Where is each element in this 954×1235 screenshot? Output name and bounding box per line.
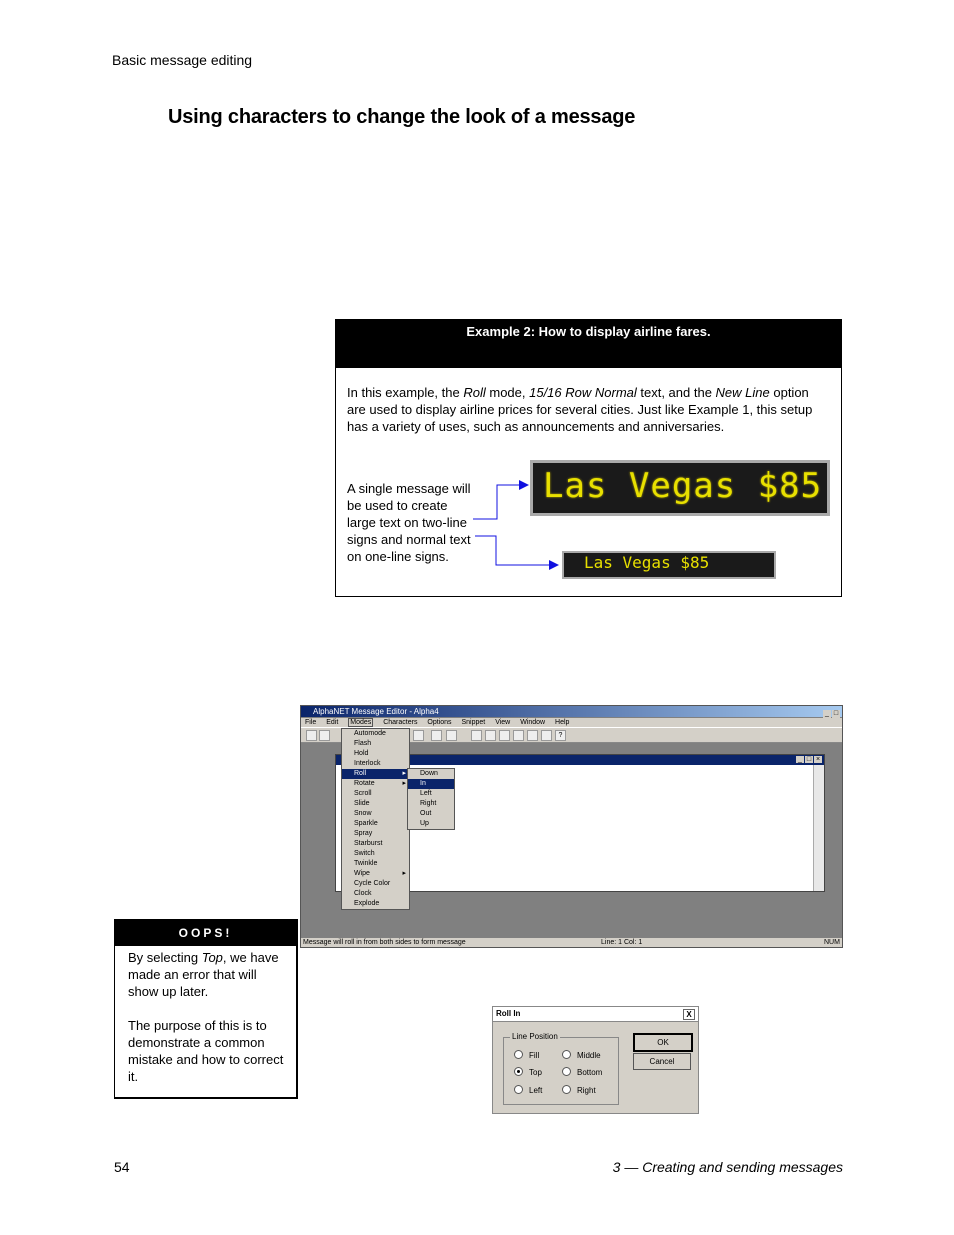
doc-close-icon[interactable]: × xyxy=(815,756,821,763)
close-icon[interactable]: X xyxy=(683,1009,695,1020)
radio-fill-label: Fill xyxy=(529,1051,540,1060)
radio-top-label: Top xyxy=(529,1068,542,1077)
status-message: Message will roll in from both sides to form message xyxy=(303,939,466,946)
doc-minimize-icon[interactable]: _ xyxy=(796,756,804,763)
mode-item[interactable]: Cycle Color xyxy=(354,880,391,887)
mode-item[interactable]: Automode xyxy=(354,730,386,737)
window-controls xyxy=(822,707,840,718)
mode-item[interactable]: Hold xyxy=(354,750,369,757)
radio-icon xyxy=(514,1085,523,1094)
help-icon[interactable]: ? xyxy=(555,730,566,741)
roll-in-dialog xyxy=(492,1006,699,1114)
radio-bottom-label: Bottom xyxy=(577,1068,603,1077)
led-sign-two-line: Las Vegas $85 xyxy=(530,460,830,516)
mode-item[interactable]: Slide xyxy=(354,800,370,807)
open-folder-icon[interactable] xyxy=(319,730,330,741)
intro-roll: Roll xyxy=(463,385,486,400)
menu-snippet[interactable]: Snippet xyxy=(461,719,486,726)
save-icon[interactable] xyxy=(431,730,442,741)
running-head: Basic message editing xyxy=(112,52,253,68)
intro-text-4: option are used to display airline prices for several cities. Just like Example 1, this setup has a variety of uses, such as announcements and anniversaries. xyxy=(347,385,813,434)
radio-left[interactable] xyxy=(514,1085,542,1096)
format-icon-4[interactable] xyxy=(513,730,524,741)
format-icon-5[interactable] xyxy=(527,730,538,741)
radio-fill[interactable] xyxy=(514,1050,539,1061)
intro-text-2: mode, xyxy=(485,385,530,400)
radio-icon xyxy=(562,1050,571,1059)
radio-icon xyxy=(562,1085,571,1094)
radio-icon xyxy=(514,1050,523,1059)
print-icon[interactable] xyxy=(413,730,424,741)
mode-rotate-label: Rotate xyxy=(354,780,375,787)
radio-icon xyxy=(562,1067,571,1076)
roll-item[interactable]: Up xyxy=(420,820,429,827)
submenu-arrow-icon: ▸ xyxy=(402,870,406,877)
example-box xyxy=(335,319,842,597)
mode-item[interactable]: Spray xyxy=(354,830,373,837)
roll-item[interactable]: Left xyxy=(420,790,432,797)
led-sign-one-line: Las Vegas $85 xyxy=(562,551,776,579)
intro-row-normal: 15/16 Row Normal xyxy=(529,385,637,400)
intro-text-1: In this example, the xyxy=(347,385,464,400)
dialog-title: Roll In xyxy=(496,1009,521,1018)
arrowhead-large xyxy=(519,480,529,490)
status-position: Line: 1 Col: 1 xyxy=(601,939,643,946)
oops-text-2: , we have made an error that will show up later. xyxy=(128,950,279,999)
radio-top[interactable] xyxy=(514,1067,542,1078)
oops-header: OOPS! xyxy=(115,920,296,946)
menu-edit[interactable]: Edit xyxy=(326,719,339,726)
mode-item[interactable]: Twinkle xyxy=(354,860,378,867)
roll-item[interactable]: Right xyxy=(420,800,437,807)
intro-new-line: New Line xyxy=(715,385,770,400)
section-title: Using characters to change the look of a message xyxy=(168,106,636,128)
mode-wipe-label: Wipe xyxy=(354,870,370,877)
send-icon[interactable] xyxy=(446,730,457,741)
menu-file[interactable]: File xyxy=(305,719,317,726)
menu-bar xyxy=(301,718,842,727)
status-num: NUM xyxy=(824,939,840,946)
radio-right-label: Right xyxy=(577,1086,596,1095)
mode-item[interactable]: Scroll xyxy=(354,790,372,797)
modes-menu xyxy=(341,728,410,910)
document-controls xyxy=(795,756,822,763)
arrow-to-large-sign xyxy=(473,485,524,519)
arrowhead-small xyxy=(549,560,559,570)
chapter-footer: 3 — Creating and sending messages xyxy=(612,1159,843,1175)
dialog-title-bar xyxy=(493,1007,698,1022)
mode-item[interactable]: Interlock xyxy=(354,760,381,767)
oops-paragraph-2: The purpose of this is to demonstrate a common mistake and how to correct it. xyxy=(128,1018,284,1084)
mode-item[interactable]: Clock xyxy=(354,890,372,897)
format-icon-1[interactable] xyxy=(471,730,482,741)
menu-modes[interactable]: Modes xyxy=(350,719,372,726)
window-title: AlphaNET Message Editor - Alpha4 xyxy=(313,707,439,716)
roll-submenu xyxy=(407,768,455,830)
radio-bottom[interactable] xyxy=(562,1067,602,1078)
roll-item-in[interactable]: In xyxy=(408,779,454,789)
ok-button[interactable]: OK xyxy=(633,1033,693,1052)
oops-text-1: By selecting xyxy=(128,950,202,965)
radio-left-label: Left xyxy=(529,1086,543,1095)
mode-item[interactable]: Explode xyxy=(354,900,380,907)
oops-top: Top xyxy=(201,950,223,965)
message-editor-window xyxy=(300,705,843,948)
example-side-text: A single message will be used to create large text on two-line signs and normal text on one-line signs. xyxy=(347,481,471,564)
format-icon-6[interactable] xyxy=(541,730,552,741)
mode-item[interactable]: Switch xyxy=(354,850,375,857)
mode-item-roll[interactable] xyxy=(342,769,409,779)
menu-window[interactable]: Window xyxy=(520,719,546,726)
mode-item[interactable]: Flash xyxy=(354,740,372,747)
radio-middle[interactable] xyxy=(562,1050,601,1061)
submenu-arrow-icon: ▸ xyxy=(402,770,406,777)
oops-callout xyxy=(114,919,298,1099)
oops-body xyxy=(128,949,284,1085)
menu-help[interactable]: Help xyxy=(555,719,570,726)
mode-item[interactable]: Snow xyxy=(354,810,372,817)
menu-options[interactable]: Options xyxy=(427,719,452,726)
radio-selected-icon xyxy=(514,1067,523,1076)
doc-maximize-icon[interactable]: □ xyxy=(806,756,812,763)
mode-item[interactable] xyxy=(342,779,409,789)
new-file-icon[interactable] xyxy=(306,730,317,741)
mode-item[interactable]: Sparkle xyxy=(354,820,378,827)
intro-text-3: text, and the xyxy=(636,385,716,400)
cancel-button[interactable]: Cancel xyxy=(633,1053,691,1070)
vertical-scrollbar[interactable] xyxy=(813,765,824,891)
roll-item[interactable]: Down xyxy=(420,770,438,777)
minimize-icon[interactable]: _ xyxy=(823,710,831,718)
maximize-icon[interactable]: □ xyxy=(833,710,839,717)
example-header: Example 2: How to display airline fares. xyxy=(336,320,841,368)
menu-characters[interactable]: Characters xyxy=(383,719,418,726)
format-icon-3[interactable] xyxy=(499,730,510,741)
menu-view[interactable]: View xyxy=(495,719,511,726)
format-icon-2[interactable] xyxy=(485,730,496,741)
group-label: Line Position xyxy=(512,1032,558,1041)
line-position-group xyxy=(503,1032,619,1105)
oops-paragraph-1 xyxy=(128,949,284,1000)
mode-item[interactable] xyxy=(342,869,409,879)
page-number: 54 xyxy=(114,1159,130,1175)
window-title-bar xyxy=(301,706,842,717)
radio-middle-label: Middle xyxy=(577,1051,601,1060)
arrow-to-small-sign xyxy=(475,536,554,565)
status-bar xyxy=(301,938,842,947)
radio-right[interactable] xyxy=(562,1085,596,1096)
mode-roll-label: Roll xyxy=(354,770,367,777)
mode-item[interactable]: Starburst xyxy=(354,840,383,847)
roll-item[interactable]: Out xyxy=(420,810,432,817)
submenu-arrow-icon: ▸ xyxy=(402,780,406,787)
